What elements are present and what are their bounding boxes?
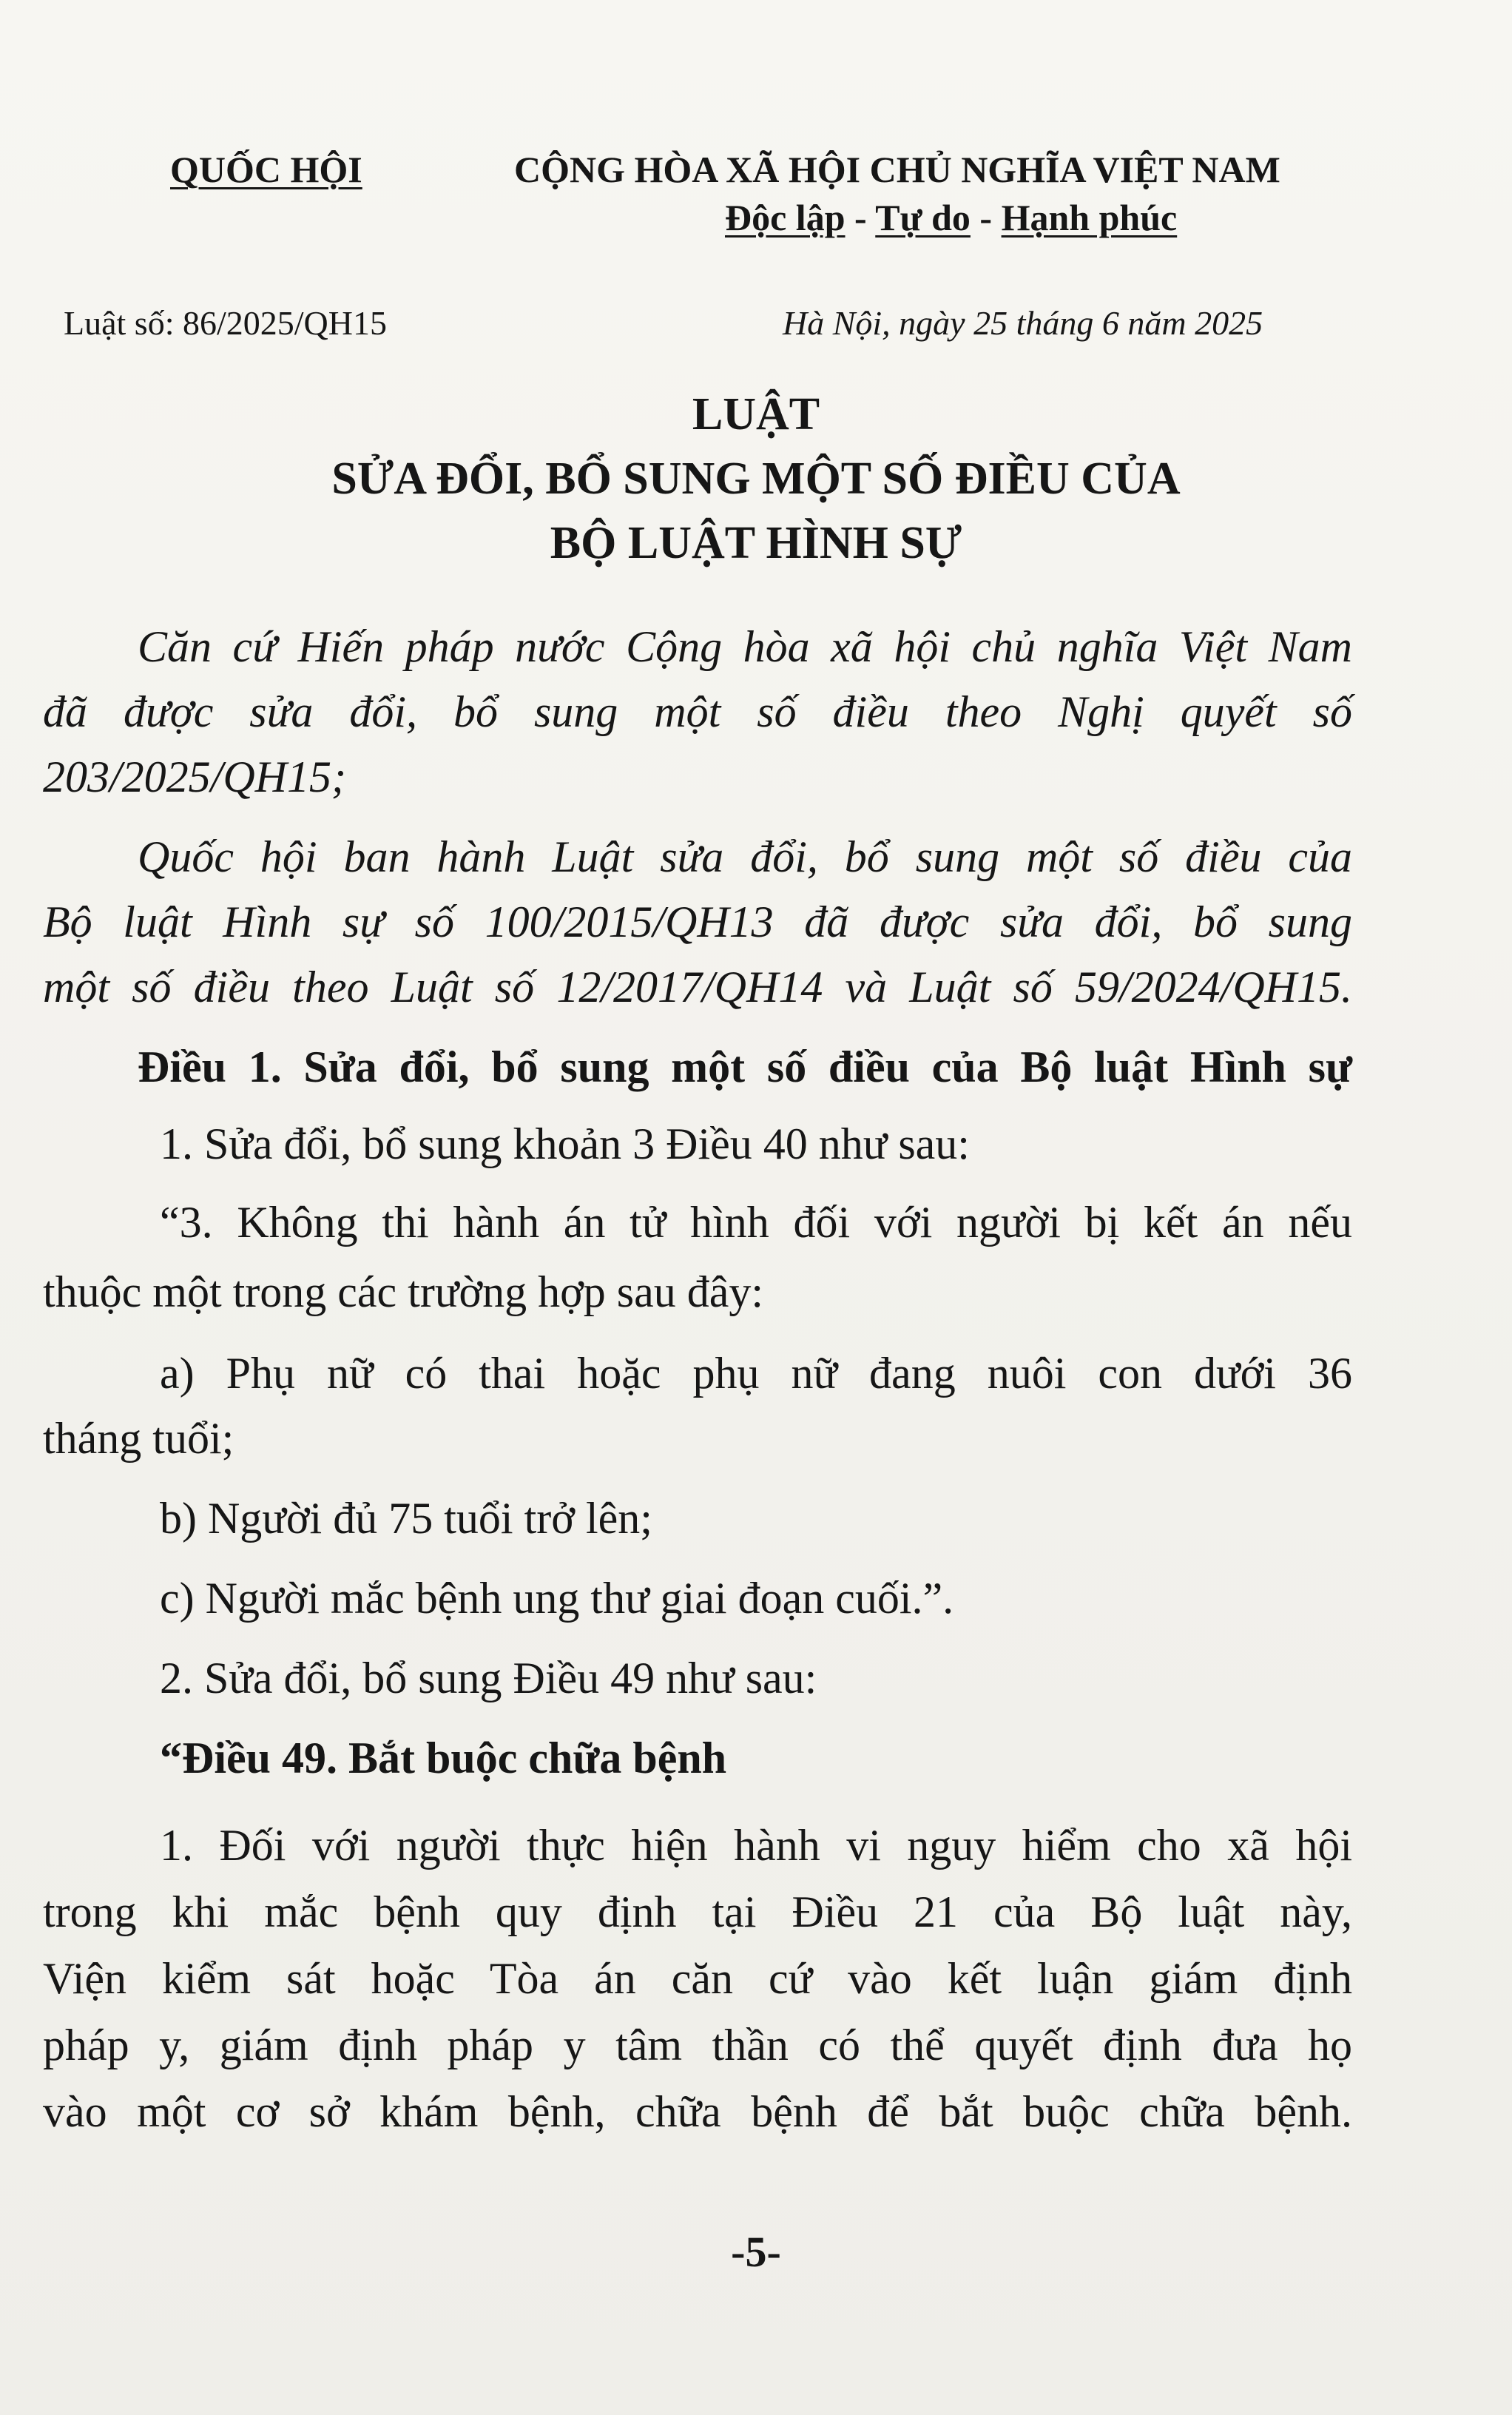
article-49-p1-line-2: trong khi mắc bệnh quy định tại Điều 21 của Bộ luật này, — [43, 1887, 1352, 1936]
article-1-heading: Điều 1. Sửa đổi, bổ sung một số điều của Bộ luật Hình sự — [138, 1043, 1352, 1091]
motto-sep-2: - — [970, 197, 1002, 238]
motto-sep-1: - — [845, 197, 876, 238]
article-49-heading: “Điều 49. Bắt buộc chữa bệnh — [160, 1734, 727, 1782]
article-1-item-2: 2. Sửa đổi, bổ sung Điều 49 như sau: — [160, 1654, 817, 1702]
point-a-line-1: a) Phụ nữ có thai hoặc phụ nữ đang nuôi con dưới 36 — [160, 1349, 1352, 1398]
title-line-2: SỬA ĐỔI, BỔ SUNG MỘT SỐ ĐIỀU CỦA — [331, 454, 1181, 504]
title-line-3: BỘ LUẬT HÌNH SỰ — [550, 518, 962, 568]
place-date: Hà Nội, ngày 25 tháng 6 năm 2025 — [783, 304, 1263, 342]
national-motto — [725, 196, 1177, 239]
point-b: b) Người đủ 75 tuổi trở lên; — [160, 1494, 652, 1543]
motto-part-3: Hạnh phúc — [1001, 197, 1178, 238]
title-line-1: LUẬT — [692, 389, 820, 439]
preamble-2-line-2: Bộ luật Hình sự số 100/2015/QH13 đã được sửa đổi, bổ sung — [43, 897, 1352, 946]
clause-3-line-2: thuộc một trong các trường hợp sau đây: — [43, 1267, 764, 1316]
point-a-line-2: tháng tuổi; — [43, 1414, 234, 1463]
article-49-p1-line-3: Viện kiểm sát hoặc Tòa án căn cứ vào kết luận giám định — [43, 1954, 1352, 2003]
motto-part-1: Độc lập — [725, 197, 846, 238]
law-number: Luật số: 86/2025/QH15 — [64, 304, 387, 342]
issuing-body: QUỐC HỘI — [170, 149, 362, 190]
preamble-2-line-1: Quốc hội ban hành Luật sửa đổi, bổ sung một số điều của — [138, 832, 1352, 881]
preamble-1-line-2: đã được sửa đổi, bổ sung một số điều theo Nghị quyết số — [43, 687, 1352, 736]
preamble-1-line-1: Căn cứ Hiến pháp nước Cộng hòa xã hội chủ nghĩa Việt Nam — [138, 622, 1352, 671]
motto-part-2: Tự do — [875, 197, 971, 238]
article-49-p1-line-1: 1. Đối với người thực hiện hành vi nguy hiểm cho xã hội — [160, 1821, 1352, 1870]
clause-3-line-1: “3. Không thi hành án tử hình đối với người bị kết án nếu — [160, 1198, 1352, 1247]
article-49-p1-line-4: pháp y, giám định pháp y tâm thần có thể quyết định đưa họ — [43, 2021, 1352, 2069]
preamble-1-line-3: 203/2025/QH15; — [43, 752, 346, 801]
page-number: -5- — [731, 2228, 781, 2276]
national-title: CỘNG HÒA XÃ HỘI CHỦ NGHĨA VIỆT NAM — [514, 149, 1280, 190]
article-1-item-1: 1. Sửa đổi, bổ sung khoản 3 Điều 40 như sau: — [160, 1119, 970, 1168]
point-c: c) Người mắc bệnh ung thư giai đoạn cuối.”. — [160, 1574, 954, 1623]
article-49-p1-line-5: vào một cơ sở khám bệnh, chữa bệnh để bắt buộc chữa bệnh. — [43, 2087, 1352, 2136]
preamble-2-line-3: một số điều theo Luật số 12/2017/QH14 và Luật số 59/2024/QH15. — [43, 963, 1352, 1011]
